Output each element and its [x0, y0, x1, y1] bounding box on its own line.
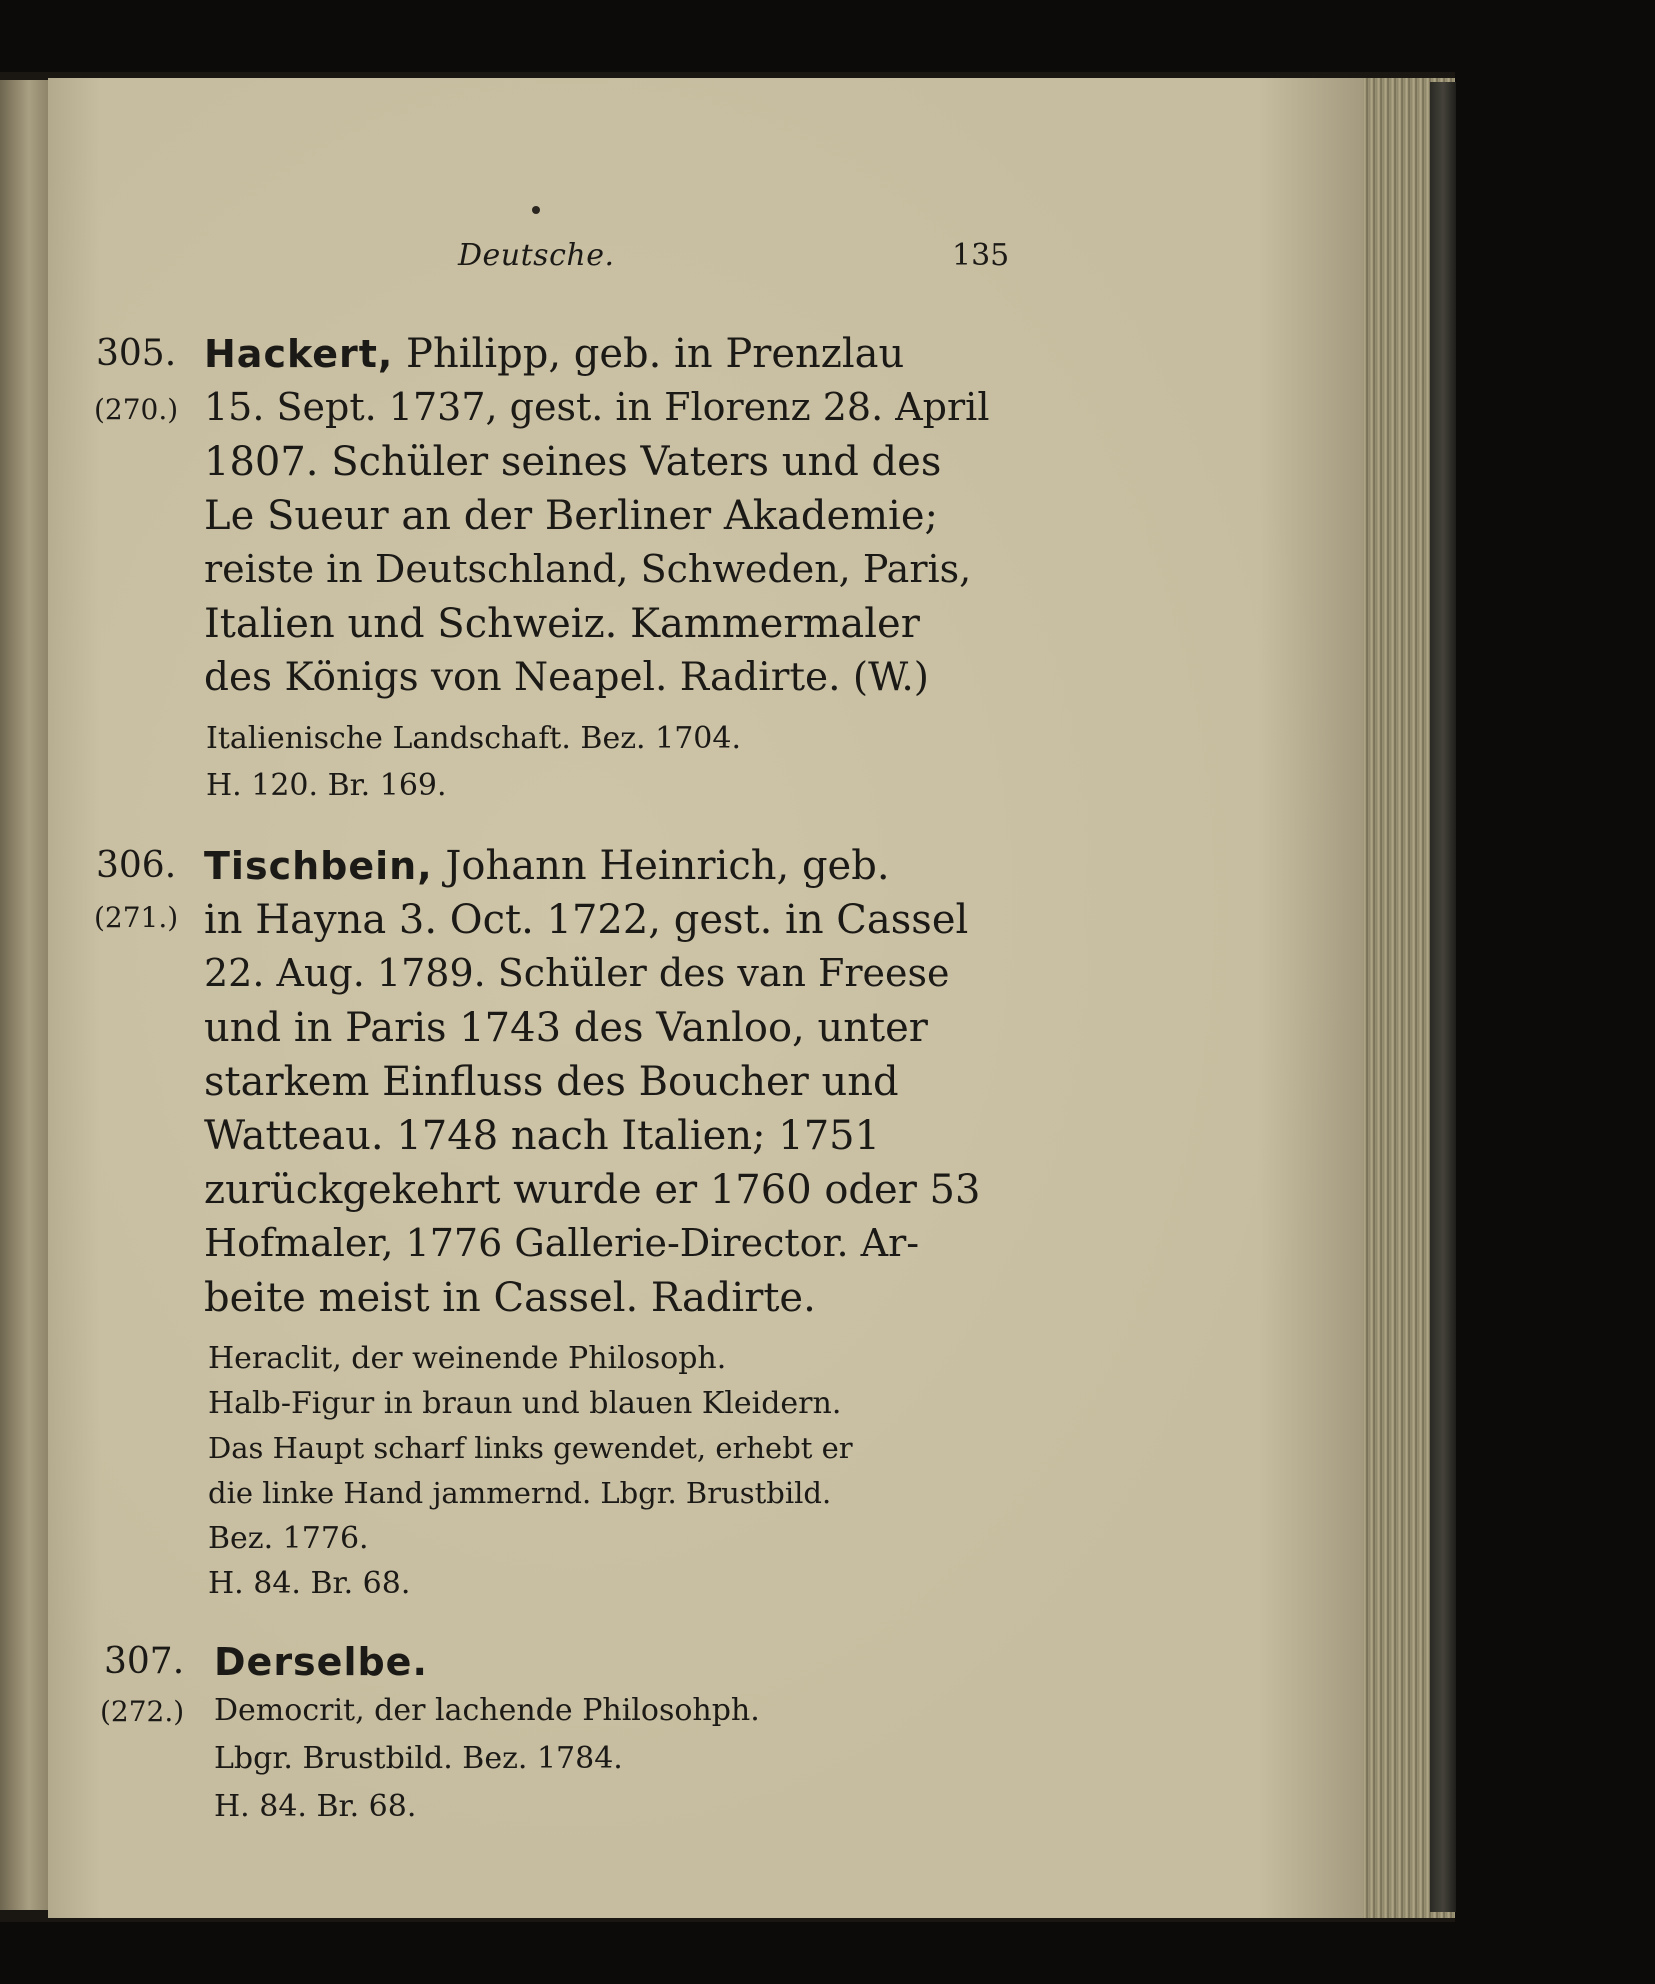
left-page-edge — [0, 80, 48, 1910]
entry-line: in Hayna 3. Oct. 1722, gest. in Cassel — [204, 897, 969, 943]
entry-line: reiste in Deutschland, Schweden, Paris, — [204, 547, 972, 591]
entry-line: und in Paris 1743 des Vanloo, unter — [204, 1005, 928, 1051]
work-line: die linke Hand jammernd. Lbgr. Brustbild. — [208, 1476, 832, 1510]
page-header — [48, 238, 1363, 288]
entry-line: Watteau. 1748 nach Italien; 1751 — [204, 1113, 881, 1159]
work-line: H. 84. Br. 68. — [214, 1789, 417, 1824]
entry-line: 15. Sept. 1737, gest. in Florenz 28. April — [204, 385, 990, 429]
work-line: H. 120. Br. 169. — [206, 768, 447, 803]
work-line: Heraclit, der weinende Philosoph. — [208, 1341, 727, 1376]
work-line: Italienische Landschaft. Bez. 1704. — [206, 721, 741, 756]
entry-line: Tischbein, Johann Heinrich, geb. — [204, 843, 890, 889]
entry-line: Hofmaler, 1776 Gallerie-Director. Ar- — [204, 1221, 920, 1265]
old-entry-number: (270.) — [94, 393, 179, 426]
running-title: Deutsche. — [458, 238, 615, 273]
book-cover-edge — [1430, 82, 1456, 1912]
book-page — [48, 78, 1363, 1918]
ornament-dot — [532, 206, 540, 214]
work-line: Das Haupt scharf links gewendet, erhebt er — [208, 1431, 853, 1465]
old-entry-number: (271.) — [94, 901, 179, 934]
entry-line: Italien und Schweiz. Kammermaler — [204, 601, 920, 647]
entry-line: 1807. Schüler seines Vaters und des — [204, 439, 942, 485]
entry-line — [214, 1642, 428, 1682]
entry-number: 306. — [96, 845, 177, 886]
entry-line: Le Sueur an der Berliner Akademie; — [204, 493, 938, 539]
artist-name: Hackert, — [204, 332, 394, 376]
entry-line: zurückgekehrt wurde er 1760 oder 53 — [204, 1167, 981, 1213]
work-line: Halb-Figur in braun und blauen Kleidern. — [208, 1386, 842, 1421]
work-line: Democrit, der lachende Philosohph. — [214, 1693, 760, 1728]
artist-name: Tischbein, — [204, 844, 433, 888]
old-entry-number: (272.) — [100, 1695, 185, 1728]
artist-name: Derselbe. — [214, 1640, 428, 1684]
page-number: 135 — [952, 238, 1010, 273]
entry-line: starkem Einfluss des Boucher und — [204, 1059, 899, 1105]
entry-number: 305. — [96, 333, 177, 374]
entry-line: 22. Aug. 1789. Schüler des van Freese — [204, 951, 950, 995]
entry-number: 307. — [104, 1641, 185, 1682]
entry-line: Hackert, Philipp, geb. in Prenzlau — [204, 331, 905, 377]
entry-line: beite meist in Cassel. Radirte. — [204, 1275, 816, 1321]
work-line: H. 84. Br. 68. — [208, 1566, 411, 1601]
entry-line: des Königs von Neapel. Radirte. (W.) — [204, 655, 930, 700]
work-line: Bez. 1776. — [208, 1521, 369, 1556]
work-line: Lbgr. Brustbild. Bez. 1784. — [214, 1741, 623, 1776]
